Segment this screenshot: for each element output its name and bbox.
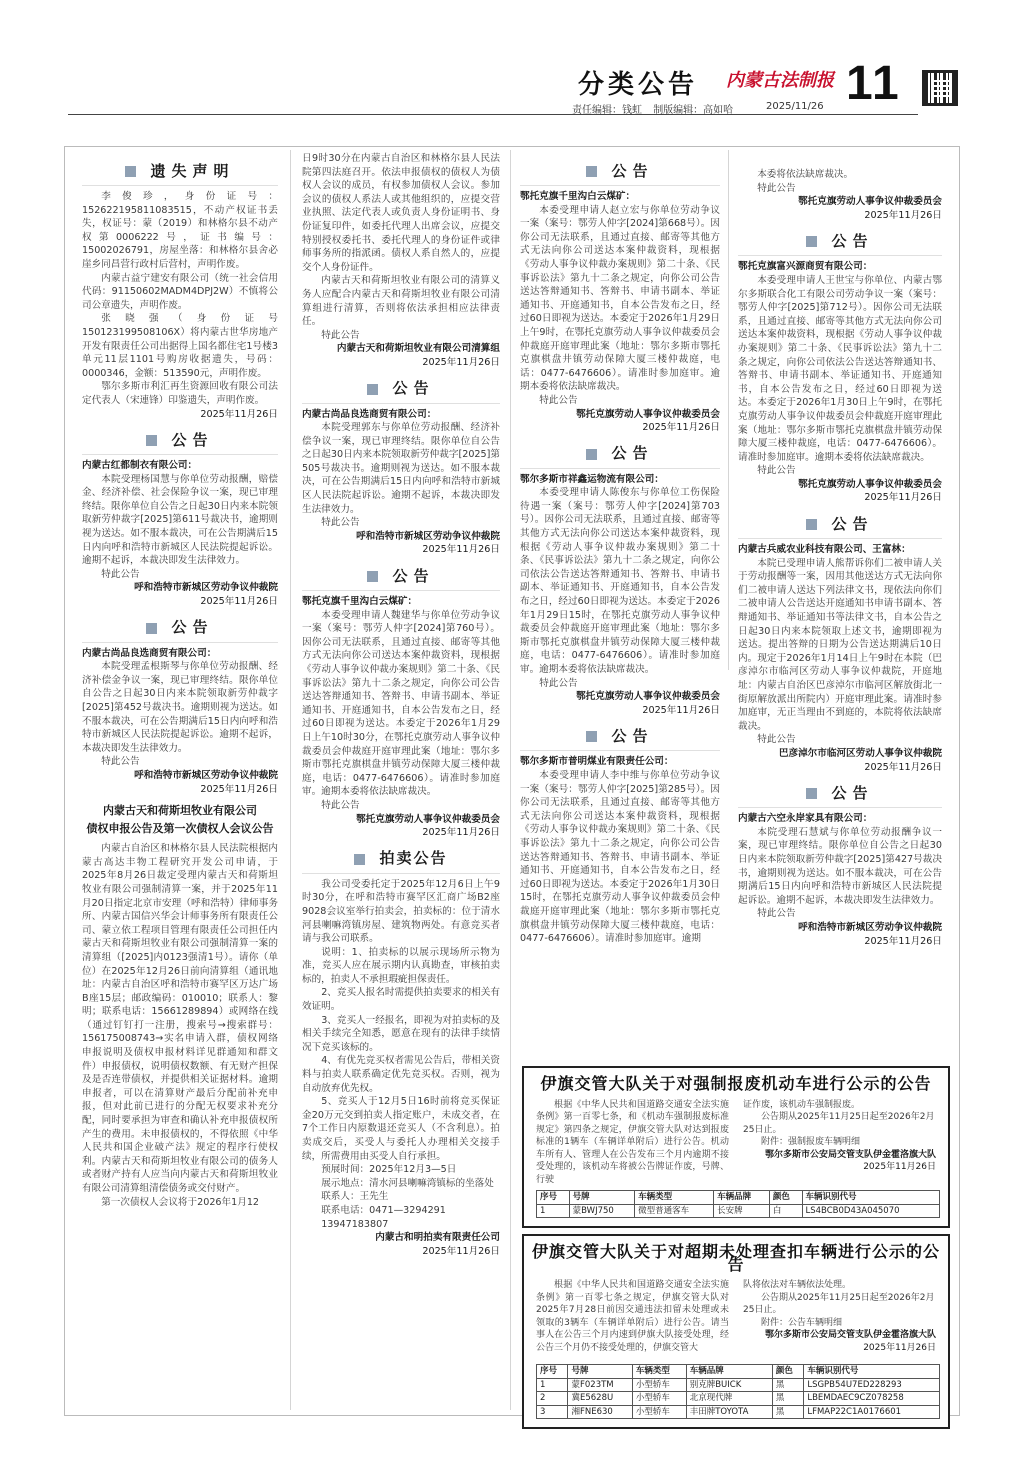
notice-paragraph: 本院受理孟根斯琴与你单位劳动报酬、经济补偿金争议一案，现已审理终结。限你单位自公告之日起30日内来本院领取新劳仲裁字[2025]第452号裁决书。逾期则视为送达。如不服本裁决，可在公告期满后15日内向呼和浩特市新城区人民法院提起诉讼。逾期不起诉，本裁决即发生法律效力。 bbox=[82, 661, 278, 754]
notice-closing: 特此公告 bbox=[321, 799, 360, 811]
notice-addressee: 内蒙古兵威农业科技有限公司、王富林： bbox=[738, 544, 911, 556]
column-divider bbox=[728, 150, 729, 670]
table-cell: 湘FNE630 bbox=[568, 1405, 632, 1419]
column-4 bbox=[738, 152, 942, 954]
notice-signature: 鄂托克旗劳动人事争议仲裁委员会 bbox=[798, 196, 942, 208]
notice-paragraph: 公告期从2025年11月25日起至2026年2月25日止。 bbox=[743, 1292, 935, 1315]
table-header: 号牌 bbox=[569, 1191, 635, 1205]
notice-line: 13947183807 bbox=[321, 1218, 389, 1230]
table-cell: 黑 bbox=[772, 1405, 803, 1419]
notice-addressee: 鄂尔多斯市祥鑫运物流有限公司： bbox=[520, 473, 664, 485]
column-divider bbox=[290, 150, 291, 1410]
traffic-notice-right bbox=[743, 1279, 936, 1360]
table-cell: LBEMDAEC9CZ078258 bbox=[804, 1392, 940, 1406]
column-1 bbox=[82, 152, 278, 1209]
table-row bbox=[537, 1204, 940, 1218]
traffic-notice-title: 伊旗交管大队关于对超期未处理查扣车辆进行公示的公告 bbox=[531, 1242, 940, 1274]
notice-closing: 特此公告 bbox=[757, 182, 796, 194]
notice-paragraph: 本委受理申请人李中维与你单位劳动争议一案（案号：鄂劳人仲字[2025]第285号）。因你公司无法联系，且通过直接、邮寄等其他方式无法向你公司送达本案仲裁资料，现根据《劳动人事争议仲裁办案规则》第二十条、《民事诉讼法》第九十二条之规定，向你公司公告送达答辩通知书、答辩书、申请书副本、举证通知书、开庭通知书，自本公告发布之日，经过60日即视为送达。本委定于2026年1月30日15时，在鄂托克旗劳动人事争议仲裁委员会仲裁庭开庭审理此案（地址：鄂尔多斯市鄂托克旗棋盘井镇劳动保障大厦三楼仲裁庭，电话：0477-6476606）。请准时参加庭审。逾期 bbox=[520, 769, 720, 945]
notice-date: 2025年11月26日 bbox=[864, 761, 942, 773]
table-cell: 白 bbox=[769, 1204, 802, 1218]
section-heading: 遗失声明 bbox=[150, 161, 235, 180]
table-cell: 微型普通客车 bbox=[635, 1204, 714, 1218]
notice-signature: 呼和浩特市新城区劳动争议仲裁院 bbox=[798, 921, 942, 933]
table-cell: LS4BCB0D43A045070 bbox=[802, 1204, 939, 1218]
section-heading: 公告 bbox=[831, 783, 874, 802]
table-cell: LFMAP22C1A0176601 bbox=[804, 1405, 940, 1419]
notice-closing: 特此公告 bbox=[757, 465, 796, 477]
section-header bbox=[82, 427, 278, 455]
section-heading: 公告 bbox=[611, 161, 654, 180]
notice-addressee: 内蒙古红都制衣有限公司： bbox=[82, 460, 198, 472]
table-cell: 小型轿车 bbox=[632, 1378, 686, 1392]
table-header: 颜色 bbox=[772, 1365, 803, 1379]
notice-addressee: 内蒙古尚品良选商贸有限公司： bbox=[82, 647, 217, 659]
notice-date: 2025年11月26日 bbox=[422, 1245, 500, 1257]
square-bullet-icon bbox=[806, 519, 817, 530]
section-heading: 公告 bbox=[831, 514, 874, 533]
table-row bbox=[537, 1392, 940, 1406]
notice-signature: 鄂托克旗劳动人事争议仲裁委员会 bbox=[356, 813, 500, 825]
notice-date: 2025年11月26日 bbox=[864, 935, 942, 947]
notice-date: 2025年11月26日 bbox=[422, 356, 500, 368]
section-header bbox=[520, 441, 720, 469]
table-header: 车辆识别代号 bbox=[802, 1191, 939, 1205]
notice-signature: 呼和浩特市新城区劳动争议仲裁院 bbox=[134, 582, 278, 594]
section-heading: 公告 bbox=[171, 430, 214, 449]
section-header bbox=[738, 511, 942, 539]
notice-closing: 特此公告 bbox=[101, 568, 140, 580]
table-cell: LSGPB54U7ED228293 bbox=[804, 1378, 940, 1392]
table-header: 车辆品牌 bbox=[686, 1365, 772, 1379]
notice-date: 2025年11月26日 bbox=[864, 492, 942, 504]
notice-paragraph: 本院受理石慧斌与你单位劳动报酬争议一案，现已审理终结。限你单位自公告之日起30日内来本院领取新劳仲裁字[2025]第427号裁决书，逾期则视为送达。如不服本裁决，可在公告期满后15日内向呼和浩特市新城区人民法院提起诉讼。逾期不起诉，本裁决即发生法律效力。 bbox=[738, 826, 942, 906]
notice-paragraph: 附件：强制报废车辆明细 bbox=[761, 1137, 861, 1147]
notice-paragraph: 张晓强（身份证号150123199508106X）将内蒙古世华房地产开发有限责任公司出据得上国名都住宅1号楼3单元11层1101号购房收据遗失，号码：0000346，金额：513590元，声明作废。 bbox=[82, 313, 278, 379]
notice-signature: 鄂尔多斯市公安局交管支队伊金霍洛旗大队 bbox=[764, 1330, 936, 1340]
notice-paragraph: 队将依法对车辆依法处理。 bbox=[743, 1280, 852, 1290]
notice-date: 2025年11月26日 bbox=[200, 408, 278, 420]
notice-paragraph: 2、竞买人报名时需提供拍卖要求的相关有效证明。 bbox=[302, 987, 500, 1013]
square-bullet-icon bbox=[806, 236, 817, 247]
section-header bbox=[302, 846, 500, 874]
table-header: 颜色 bbox=[769, 1191, 802, 1205]
notice-paragraph: 5、竞买人于12月5日16时前将竞买保证金20万元交到拍卖人指定账户，未成交者，在7个工作日内原数退还竞买人（不含利息）。拍卖成交后，买受人与委托人办理相关交接手续，所需费用由买受人自行承担。 bbox=[302, 1096, 500, 1162]
notice-closing: 特此公告 bbox=[321, 329, 360, 341]
header-rule bbox=[68, 114, 918, 115]
notice-addressee: 鄂尔多斯市普明煤业有限责任公司： bbox=[520, 756, 674, 768]
notice-line: 联系人：王先生 bbox=[321, 1191, 389, 1203]
notice-closing: 特此公告 bbox=[539, 394, 578, 406]
table-cell: 别克牌BUICK bbox=[686, 1378, 772, 1392]
section-heading: 拍卖公告 bbox=[379, 849, 448, 868]
notice-date: 2025年11月26日 bbox=[200, 596, 278, 608]
notice-addressee: 鄂托克旗千里沟白云煤矿： bbox=[520, 191, 636, 202]
notice-date: 2025年11月26日 bbox=[642, 704, 720, 716]
notice-paragraph: 3、竞买人一经报名，即视为对拍卖标的及相关手续完全知悉，愿意在现有的法律手续情况下竞买该标的。 bbox=[302, 1014, 500, 1053]
table-cell: 小型轿车 bbox=[632, 1392, 686, 1406]
table-cell: 1 bbox=[537, 1204, 570, 1218]
notice-paragraph: 本委受理申请人王世宝与你单位、内蒙古鄂尔多斯联合化工有限公司劳动争议一案（案号：鄂劳人仲字[2025]第712号）。因你公司无法联系，且通过直接、邮寄等其他方式无法向你公司送达本案仲裁资料，现根据《劳动人事争议仲裁办案规则》第二十条、《民事诉讼法》第九十二条之规定，向你公司依法公告送达答辩通知书、答辩书、申请书副本、举证通知书、开庭通知书，自本公告发布之日，经过60日即视为送达。本委定于2026年1月30日上午9时，在鄂托克旗劳动人事争议仲裁委员会仲裁庭开庭审理此案（地址：鄂尔多斯市鄂托克旗棋盘井镇劳动保障大厦三楼仲裁庭，电话：0477-6476606）。请准时参加庭审。逾期本委将依法缺席裁决。 bbox=[738, 274, 942, 463]
notice-signature: 鄂托克旗劳动人事争议仲裁委员会 bbox=[576, 691, 720, 703]
table-header: 车辆类型 bbox=[632, 1365, 686, 1379]
square-bullet-icon bbox=[146, 623, 157, 634]
section-heading: 公告 bbox=[392, 379, 435, 398]
section-heading: 公告 bbox=[392, 566, 435, 585]
notice-paragraph: 本委将依法缺席裁决。 bbox=[757, 169, 854, 180]
notice-signature: 内蒙古天和荷斯坦牧业有限公司清算组 bbox=[336, 343, 500, 355]
square-bullet-icon bbox=[367, 384, 378, 395]
traffic-notice-left bbox=[536, 1099, 729, 1187]
square-bullet-icon bbox=[586, 731, 597, 742]
notice-signature: 巴彦淖尔市临河区劳动人事争议仲裁院 bbox=[778, 747, 942, 759]
table-cell: 黑 bbox=[772, 1392, 803, 1406]
notice-closing: 特此公告 bbox=[757, 734, 796, 746]
square-bullet-icon bbox=[125, 166, 136, 177]
square-bullet-icon bbox=[586, 449, 597, 460]
notice-addressee: 内蒙古尚品良选商贸有限公司： bbox=[302, 408, 437, 420]
notice-paragraph: 附件：公告车辆明细 bbox=[761, 1317, 843, 1328]
table-cell: 2 bbox=[537, 1392, 568, 1406]
qr-code-icon[interactable] bbox=[922, 70, 958, 106]
notice-date: 2025年11月26日 bbox=[422, 544, 500, 556]
notice-date: 2025年11月26日 bbox=[864, 209, 942, 221]
editor-label: 责任编辑：钱虹 bbox=[572, 105, 642, 116]
table-cell: 蒙F023TM bbox=[568, 1378, 632, 1392]
notice-paragraph: 内蒙古益宁建安有限公司（统一社会信用代码：91150602MADM4DPJ2W）不慎将公司公章遗失，声明作废。 bbox=[82, 272, 278, 311]
notice-signature: 内蒙古和明拍卖有限责任公司 bbox=[375, 1232, 500, 1244]
square-bullet-icon bbox=[806, 788, 817, 799]
layout-editor-label: 制版编辑：高如哈 bbox=[653, 105, 734, 116]
traffic-notice-body bbox=[524, 1279, 948, 1360]
square-bullet-icon bbox=[354, 854, 365, 865]
notice-date: 2025年11月26日 bbox=[863, 1342, 936, 1353]
square-bullet-icon bbox=[146, 435, 157, 446]
notice-paragraph: 日9时30分在内蒙古自治区和林格尔县人民法院第四法庭召开。依法申报债权的债权人为债权人会议的成员，有权参加债权人会议。参加会议的债权人系法人或其他组织的，应提交营业执照、法定代表人或负责人身份证明书、身份证复印件，如委托代理人出席会议，应提交特别授权委托书、委托代理人的身份证件或律师事务所的指派函。债权人系自然人的，应提交个人身份证件。 bbox=[302, 153, 500, 273]
notice-paragraph: 根据《中华人民共和国道路交通安全法实施条例》第一百零七条，和《机动车强制报废标准规定》第四条之规定，伊旗交管大队对达到报废标准的1辆车（车辆详单附后）进行公告。机动车所有人、管理人在公告发布三个月内逾期不接受处理的，该机动车将被公告牌证作废，号牌、行驶 bbox=[536, 1099, 729, 1185]
traffic-notice-scrap bbox=[522, 1066, 950, 1228]
notice-signature: 鄂尔多斯市公安局交管支队伊金霍洛旗大队 bbox=[764, 1149, 936, 1160]
table-cell: 黑 bbox=[772, 1378, 803, 1392]
notice-paragraph: 根据《中华人民共和国道路交通安全法实施条例》第一百零七条之规定，伊旗交管大队对2025年7月28日前因交通违法扣留未处理或未领取的3辆车（车辆详单附后）进行公告。请当事人在公告三个月内速到伊旗大队接受处理，经公告三个月仍不接受处理的，伊旗交管大 bbox=[536, 1280, 729, 1353]
notice-paragraph: 本院受理杨国慧与你单位劳动报酬，赔偿金、经济补偿、社会保险争议一案，现已审理终结。限你单位自公告之日起30日内来本院领取新劳仲裁字[2025]第611号裁决书，逾期则视为送达。如不服本裁决，可在公告期满后15日内向呼和浩特市新城区人民法院提起诉讼。逾期不起诉，本裁决即发生法律效力。 bbox=[82, 473, 278, 567]
paper-logo: 内蒙古法制报 bbox=[726, 70, 834, 91]
traffic-notice-body bbox=[524, 1099, 948, 1187]
traffic-notice-left bbox=[536, 1279, 729, 1360]
notice-paragraph: 本委受理申请人赵立宏与你单位劳动争议一案（案号：鄂劳人仲字[2024]第668号）。因你公司无法联系，且通过直接、邮寄等其他方式无法向你公司送达本案仲裁资料，现根据《劳动人事争议仲裁办案规则》第二十条、《民事诉讼法》第九十二条之规定，向你公司公告送达答辩通知书、答辩书、申请书副本、举证通知书、开庭通知书，自本公告发布之日，经过60日即视为送达。本委定于2026年1月29日上午9时，在鄂托克旗劳动人事争议仲裁委员会仲裁庭开庭审理此案（地址：鄂尔多斯市鄂托克旗棋盘井镇劳动保障大厦三楼仲裁庭，电话：0477-6476606）。请准时参加庭审。逾期本委将依法缺席裁决。 bbox=[520, 204, 720, 393]
table-cell: 1 bbox=[537, 1378, 568, 1392]
section-header bbox=[738, 780, 942, 808]
section-header bbox=[302, 563, 500, 591]
notice-paragraph: 公告期从2025年11月25日起至2026年2月25日止。 bbox=[743, 1112, 935, 1135]
notice-date: 2025年11月26日 bbox=[200, 783, 278, 795]
section-heading: 公告 bbox=[171, 618, 214, 637]
notice-paragraph: 鄂尔多斯市利汇再生资源回收有限公司法定代表人（宋連锋）印鉴遗失，声明作废。 bbox=[82, 381, 278, 406]
table-cell: 3 bbox=[537, 1405, 568, 1419]
table-header: 序号 bbox=[537, 1191, 570, 1205]
notice-closing: 特此公告 bbox=[539, 677, 578, 689]
notice-closing: 特此公告 bbox=[757, 908, 796, 920]
section-heading: 公告 bbox=[611, 444, 654, 463]
notice-signature: 鄂托克旗劳动人事争议仲裁委员会 bbox=[798, 478, 942, 490]
section-header bbox=[302, 376, 500, 404]
notice-signature: 鄂托克旗劳动人事争议仲裁委员会 bbox=[576, 408, 720, 420]
table-row bbox=[537, 1378, 940, 1392]
table-cell: 北京现代牌 bbox=[686, 1392, 772, 1406]
table-header-row bbox=[537, 1365, 940, 1379]
section-header bbox=[738, 228, 942, 256]
section-header bbox=[520, 158, 720, 186]
notice-paragraph: 本院受理郭东与你单位劳动报酬、经济补偿争议一案，现已审理终结。限你单位自公告之日起30日内来本院领取新劳仲裁字[2025]第505号裁决书。逾期则视为送达。如不服本裁决，可在公告期满后15日内向呼和浩特市新城区人民法院起诉讼。逾期不起诉，本裁决即发生法律效力。 bbox=[302, 422, 500, 515]
notice-paragraph: 本委受理申请人陈俊东与你单位工伤保险待遇一案（案号：鄂劳人仲字[2024]第703号）。因你公司无法联系，且通过直接、邮寄等其他方式无法向你公司送达本案仲裁资料，现根据《劳动人事争议仲裁办案规则》第二十条、《民事诉讼法》第九十二条之规定，向你公司依法公告送达答辩通知书、答辩书、申请书副本、举证通知书、开庭通知书，自本公告发布之日，经过60日即视为送达。本委定于2026年1月29日15时，在鄂托克旗劳动人事争议仲裁委员会仲裁庭开庭审理此案（地址：鄂尔多斯市鄂托克旗棋盘井镇劳动保障大厦三楼仲裁庭，电话：0477-6476606）。请准时参加庭审。逾期本委将依法缺席裁决。 bbox=[520, 487, 720, 675]
notice-paragraph: 本委受理申请人魏建华与你单位劳动争议一案（案号：鄂劳人仲字[2024]第760号）。因你公司无法联系，且通过直接、邮寄等其他方式无法向你公司送达本案仲裁资料，现根据《劳动人事争议仲裁办案规则》第二十条、《民事诉讼法》第九十二条之规定，向你公司公告送达答辩通知书、答辩书、申请书副本、举证通知书、开庭通知书，自本公告发布之日，经过60日即视为送达。本委定于2026年1月29日上午10时30分，在鄂托克旗劳动人事争议仲裁委员会仲裁庭开庭审理此案（地址：鄂尔多斯市鄂托克旗棋盘井镇劳动保障大厦三楼仲裁庭，电话：0477-6476606）。请准时参加庭审。逾期本委将依法缺席裁决。 bbox=[302, 609, 500, 798]
notice-paragraph: 证作废，该机动车强制报废。 bbox=[743, 1099, 861, 1110]
notice-signature: 呼和浩特市新城区劳动争议仲裁院 bbox=[134, 769, 278, 781]
notice-addressee: 鄂托克旗富兴源商贸有限公司： bbox=[738, 261, 873, 273]
notice-addressee: 鄂托克旗千里沟白云煤矿： bbox=[302, 596, 418, 608]
square-bullet-icon bbox=[586, 166, 597, 177]
section-header bbox=[520, 723, 720, 751]
table-header: 序号 bbox=[537, 1365, 568, 1379]
page-number: 11 bbox=[846, 57, 901, 110]
table-cell: 长安牌 bbox=[714, 1204, 770, 1218]
column-divider bbox=[510, 150, 511, 1410]
column-3 bbox=[520, 152, 720, 946]
section-heading: 公告 bbox=[831, 232, 874, 251]
table-header: 车辆识别代号 bbox=[804, 1365, 940, 1379]
table-cell: 冀E5628U bbox=[568, 1392, 632, 1406]
table-cell: 丰田牌TOYOTA bbox=[686, 1405, 772, 1419]
notice-line: 联系电话：0471—3294291 bbox=[321, 1204, 446, 1216]
issue-date: 2025/11/26 bbox=[766, 101, 824, 112]
notice-closing: 特此公告 bbox=[101, 756, 140, 768]
notice-closing: 特此公告 bbox=[321, 517, 360, 529]
notice-date: 2025年11月26日 bbox=[863, 1162, 936, 1172]
traffic-notice-right bbox=[743, 1099, 936, 1187]
square-bullet-icon bbox=[367, 571, 378, 582]
table-cell: 蒙BWJ750 bbox=[569, 1204, 635, 1218]
notice-paragraph: 李俊珍，身份证号：152622195811083515，不动产权证书丢失，权证号：蒙（2019）和林格尔县不动产权第0006222号，证书编号：15002026791，房屋坐落：和林格尔县舍必崖乡同昌营行政村后营村，声明作废。 bbox=[82, 191, 278, 270]
notice-paragraph: 说明：1、拍卖标的以展示现场所示物为准，竞买人应在展示期内认真勘查，审核拍卖标的，拍卖人不承担瑕疵担保责任。 bbox=[302, 946, 500, 985]
section-heading: 公告 bbox=[611, 727, 654, 746]
impound-vehicle-table bbox=[536, 1364, 940, 1419]
traffic-notice-impound bbox=[522, 1234, 950, 1429]
notice-line: 展示地点：清水河县喇嘛湾镇标的坐落处 bbox=[321, 1177, 494, 1189]
notice-line: 预展时间：2025年12月3—5日 bbox=[321, 1164, 457, 1176]
table-header-row bbox=[537, 1191, 940, 1205]
masthead bbox=[0, 0, 1024, 140]
notice-addressee: 内蒙古六空永岸家具有限公司： bbox=[738, 813, 873, 825]
column-2 bbox=[302, 152, 500, 1264]
notice-paragraph: 我公司受委托定于2025年12月6日上午9时30分，在呼和浩特市赛罕区汇商广场B2座9028会议室举行拍卖会，拍卖标的：位于清水河县喇嘛湾镇房屋、建筑物两处。有意竞买者请与我公司联系。 bbox=[302, 878, 500, 945]
notice-paragraph: 内蒙古自治区和林格尔县人民法院根据内蒙古高达丰物工程研究开发公司申请，于2025年8月26日裁定受理内蒙古天和荷斯坦牧业有限公司强制清算一案，并于2025年11月20日指定北京市安理（呼和浩特）律师事务所、内蒙古国信兴华会计师事务所有限责任公司、蒙立依工程项目管理有限责任公司担任内蒙古天和荷斯坦牧业有限公司强制清算一案的清算组（[2025]内0123强清1号）。请你（单位）在2025年12月26日前向清算组（通讯地址：内蒙古自治区呼和浩特市赛罕区万达广场B座15层；邮政编码：010010；联系人：黎明；联系电话：15661289894）或网络在线（通过钉钉打一注册，搜索号→搜索群号：156175008743→实名申请入群，债权网络申报说明及债权申报材料详见群通知和群文件）申报债权，说明债权数额、有无财产担保及是否连带债权，并提供相关证据材料。逾期申报者，可以在清算财产最后分配前补充申报，但对此前已进行的分配无权要求补充分配，同时要承担为审查和确认补充申报债权所产生的费用。未申报债权的，不得依照《中华人民共和国企业破产法》规定的程序行使权利。内蒙古天和荷斯坦牧业有限公司的债务人或者财产持有人应当向内蒙古天和荷斯坦牧业有限公司清算组清偿债务或交付财产。 bbox=[82, 843, 278, 1194]
table-header: 车辆类型 bbox=[635, 1191, 714, 1205]
notice-paragraph: 本院已受理申请人熊帮诉你们二被申请人关于劳动报酬等一案，因用其他送达方式无法向你们二被申请人送达下列法律文书，现依法向你们二被申请人公告送达开庭通知书申请书副本、答辩通知书、举证通知书等法律文书，自本公告之日起30日内来本院领取上述文书，逾期即视为送达。提出答辩的日期为公告送达期满后10日内。现定于2026年1月14日上午9时在本院（巴彦淖尔市临河区劳动人事争议仲裁院，开庭地址：内蒙古自治区巴彦淖尔市临河区解放街北一街原解放派出所院内）开庭审理此案。请准时参加庭审，无正当理由不到庭的，本院将依法缺席裁决。 bbox=[738, 557, 942, 732]
table-cell: 小型轿车 bbox=[632, 1405, 686, 1419]
section-title: 分类公告 bbox=[578, 70, 699, 100]
section-header bbox=[82, 158, 278, 186]
notice-date: 2025年11月26日 bbox=[642, 422, 720, 434]
traffic-notice-title: 伊旗交管大队关于对强制报废机动车进行公示的公告 bbox=[540, 1074, 932, 1093]
notice-paragraph: 第一次债权人会议将于2026年1月12 bbox=[101, 1196, 260, 1208]
table-row bbox=[537, 1405, 940, 1419]
notice-paragraph: 内蒙古天和荷斯坦牧业有限公司的清算义务人应配合内蒙古天和荷斯坦牧业有限公司清算组进行清算，否则将依法承担相应法律责任。 bbox=[302, 275, 500, 328]
table-header: 车辆品牌 bbox=[714, 1191, 770, 1205]
scrap-vehicle-table bbox=[536, 1190, 940, 1218]
notice-signature: 呼和浩特市新城区劳动争议仲裁院 bbox=[356, 530, 500, 542]
section-header bbox=[82, 615, 278, 643]
notice-paragraph: 4、有优先竞买权者需见公告后，带相关资料与拍卖人联系确定优先竞买权。否则，视为自动放弃优先权。 bbox=[302, 1055, 500, 1094]
notice-date: 2025年11月26日 bbox=[422, 827, 500, 839]
table-header: 号牌 bbox=[568, 1365, 632, 1379]
notice-title: 内蒙古天和荷斯坦牧业有限公司 债权申报公告及第一次债权人会议公告 bbox=[86, 804, 274, 836]
